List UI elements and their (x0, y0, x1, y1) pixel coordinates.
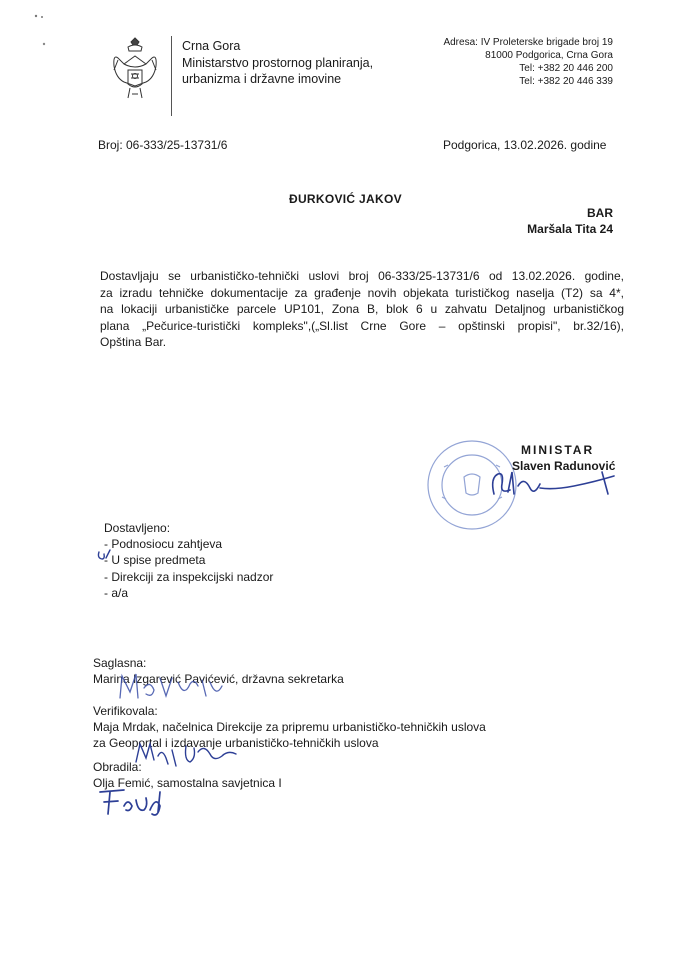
recipient-name: ĐURKOVIĆ JAKOV (289, 192, 402, 206)
distribution-item: - Direkciji za inspekcijski nadzor (104, 569, 274, 584)
body-line: plana „Pečurice-turistički kompleks",(„Sl.list Crne Gore – opštinski propisi", br.32/16), (100, 318, 624, 333)
distribution-list (104, 520, 273, 601)
minister-title: MINISTAR (521, 443, 595, 457)
phone-line: Tel: +382 20 446 200 (519, 63, 613, 74)
approval-signature (116, 668, 226, 702)
distribution-item: - a/a (104, 585, 129, 600)
ministry-line: Ministarstvo prostornog planiranja, (182, 55, 374, 70)
recipient-street: Maršala Tita 24 (527, 222, 613, 236)
address-line: Adresa: IV Proleterske brigade broj 19 (443, 37, 613, 48)
ministry-line: urbanizma i državne imovine (182, 72, 342, 86)
reference-number: Broj: 06-333/25-13731/6 (98, 138, 228, 152)
body-paragraph (100, 268, 624, 351)
verification-label: Verifikovala: (93, 704, 158, 718)
header-divider (171, 36, 172, 116)
address-line: 81000 Podgorica, Crna Gora (485, 50, 613, 61)
body-line: Dostavljaju se urbanističko-tehnički uslovi broj 06-333/25-13731/6 od 13.02.2026. godine, (100, 269, 624, 283)
verification-line: za Geoportal i izdavanje urbanističko-tehničkih uslova (93, 736, 379, 750)
check-mark (96, 544, 118, 564)
verification-line: Maja Mrdak, načelnica Direkcije za pripremu urbanističko-tehničkih uslova (93, 720, 486, 734)
body-line: na lokaciji urbanističke parcele UP101, Zona B, blok 6 u zahvatu Detaljnog urbanističkog (100, 302, 624, 316)
address-block (443, 36, 613, 88)
minister-signature (484, 464, 624, 510)
approval-person: Marina Izgarević Pavićević, državna sekretarka (93, 672, 344, 686)
ministry-line: Crna Gora (182, 39, 241, 53)
phone-line: Tel: +382 20 446 339 (519, 76, 613, 87)
body-line: za izradu tehničke dokumentacije za građenje novih objekata turističkog naselja (T2) sa 4*, (100, 285, 624, 300)
distribution-heading: Dostavljeno: (104, 521, 171, 535)
prepared-by-person: Olja Femić, samostalna savjetnica I (93, 776, 282, 790)
prepared-by-label: Obradila: (93, 760, 142, 774)
minister-name: Slaven Radunović (512, 459, 616, 473)
coat-of-arms-logo (110, 36, 160, 108)
body-line: Opština Bar. (100, 335, 167, 349)
distribution-item: - Podnosiocu zahtjeva (104, 537, 223, 552)
prepared-by-signature (94, 784, 174, 820)
approval-label: Saglasna: (93, 656, 147, 670)
paper-specks (30, 10, 70, 50)
ministry-block (182, 38, 373, 88)
recipient-address (527, 205, 613, 237)
recipient-city: BAR (587, 206, 613, 220)
document-date: Podgorica, 13.02.2026. godine (443, 138, 607, 152)
distribution-item: - U spise predmeta (104, 553, 206, 568)
